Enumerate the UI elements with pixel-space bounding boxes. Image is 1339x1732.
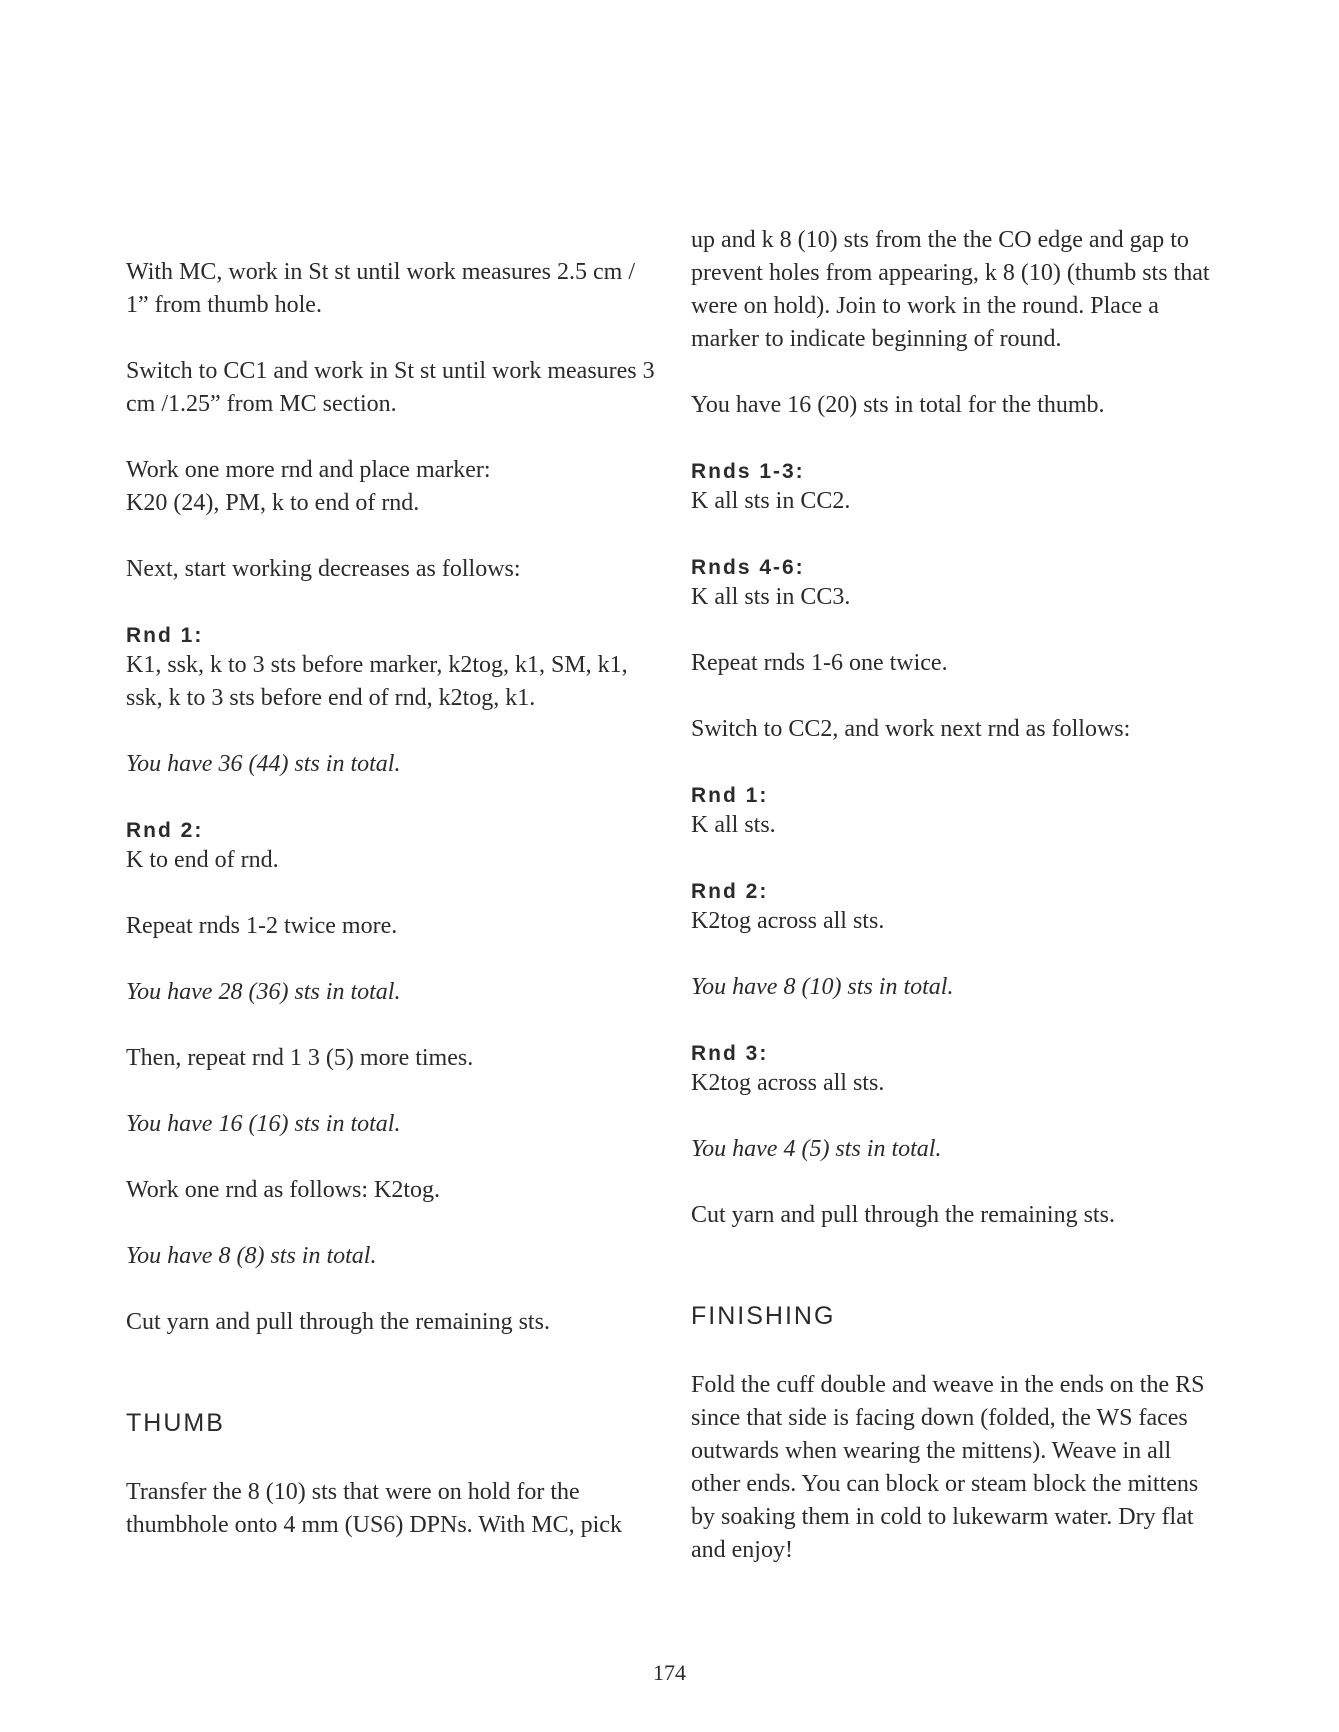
paragraph: Next, start working decreases as follows: xyxy=(126,556,521,582)
round-label: Rnd 1: xyxy=(126,624,204,647)
paragraph: You have 16 (20) sts in total for the thumb. xyxy=(691,392,1105,418)
stitch-count-note: You have 16 (16) sts in total. xyxy=(126,1111,401,1137)
right-column xyxy=(691,224,1221,1600)
round-instruction xyxy=(691,779,1221,842)
round-text: K1, ssk, k to 3 sts before marker, k2tog, k1, SM, k1, ssk, k to 3 sts before end of rnd, k2tog, k1. xyxy=(126,652,628,711)
stitch-count-note: You have 28 (36) sts in total. xyxy=(126,979,401,1005)
paragraph: Transfer the 8 (10) sts that were on hold for the thumbhole onto 4 mm (US6) DPNs. With MC, pick xyxy=(126,1479,622,1538)
section-heading-finishing: FINISHING xyxy=(691,1302,836,1330)
round-instruction xyxy=(691,875,1221,938)
paragraph: Switch to CC1 and work in St st until work measures 3 cm /1.25” from MC section. xyxy=(126,358,655,417)
text-line: K20 (24), PM, k to end of rnd. xyxy=(126,490,420,516)
round-text: K2tog across all sts. xyxy=(691,908,885,934)
round-instruction xyxy=(126,814,656,877)
round-text: K2tog across all sts. xyxy=(691,1070,885,1096)
text-line: Work one more rnd and place marker: xyxy=(126,457,491,483)
paragraph: up and k 8 (10) sts from the the CO edge and gap to prevent holes from appearing, k 8 (10) (thumb sts that were on hold). Join to work in the round. Place a marker to indicate beginning of round. xyxy=(691,227,1210,352)
page-number: 174 xyxy=(653,1660,686,1685)
paragraph: Repeat rnds 1-2 twice more. xyxy=(126,913,398,939)
paragraph: Repeat rnds 1-6 one twice. xyxy=(691,650,948,676)
round-label: Rnd 2: xyxy=(691,880,769,903)
paragraph: Work one rnd as follows: K2tog. xyxy=(126,1177,441,1203)
round-text: K all sts in CC3. xyxy=(691,584,851,610)
round-label: Rnd 2: xyxy=(126,819,204,842)
paragraph: Then, repeat rnd 1 3 (5) more times. xyxy=(126,1045,474,1071)
round-label: Rnd 3: xyxy=(691,1042,769,1065)
round-text: K all sts in CC2. xyxy=(691,488,851,514)
round-text: K all sts. xyxy=(691,812,776,838)
paragraph xyxy=(126,454,656,520)
section-heading-thumb: THUMB xyxy=(126,1409,225,1437)
paragraph: Cut yarn and pull through the remaining sts. xyxy=(691,1202,1115,1228)
stitch-count-note: You have 36 (44) sts in total. xyxy=(126,751,401,777)
paragraph: Cut yarn and pull through the remaining sts. xyxy=(126,1309,550,1335)
stitch-count-note: You have 4 (5) sts in total. xyxy=(691,1136,942,1162)
round-text: K to end of rnd. xyxy=(126,847,279,873)
round-label: Rnd 1: xyxy=(691,784,769,807)
stitch-count-note: You have 8 (10) sts in total. xyxy=(691,974,954,1000)
round-instruction xyxy=(691,455,1221,518)
paragraph: Switch to CC2, and work next rnd as follows: xyxy=(691,716,1131,742)
round-instruction xyxy=(126,619,656,715)
round-instruction xyxy=(691,1037,1221,1100)
stitch-count-note: You have 8 (8) sts in total. xyxy=(126,1243,377,1269)
paragraph: With MC, work in St st until work measures 2.5 cm / 1” from thumb hole. xyxy=(126,259,636,318)
round-label: Rnds 4-6: xyxy=(691,556,805,579)
left-column xyxy=(126,256,656,1575)
round-instruction xyxy=(691,551,1221,614)
paragraph: Fold the cuff double and weave in the ends on the RS since that side is facing down (folded, the WS faces outwards when wearing the mittens). Weave in all other ends. You can block or steam block the mittens by soaking them in cold to lukewarm water. Dry flat and enjoy! xyxy=(691,1372,1205,1563)
round-label: Rnds 1-3: xyxy=(691,460,805,483)
